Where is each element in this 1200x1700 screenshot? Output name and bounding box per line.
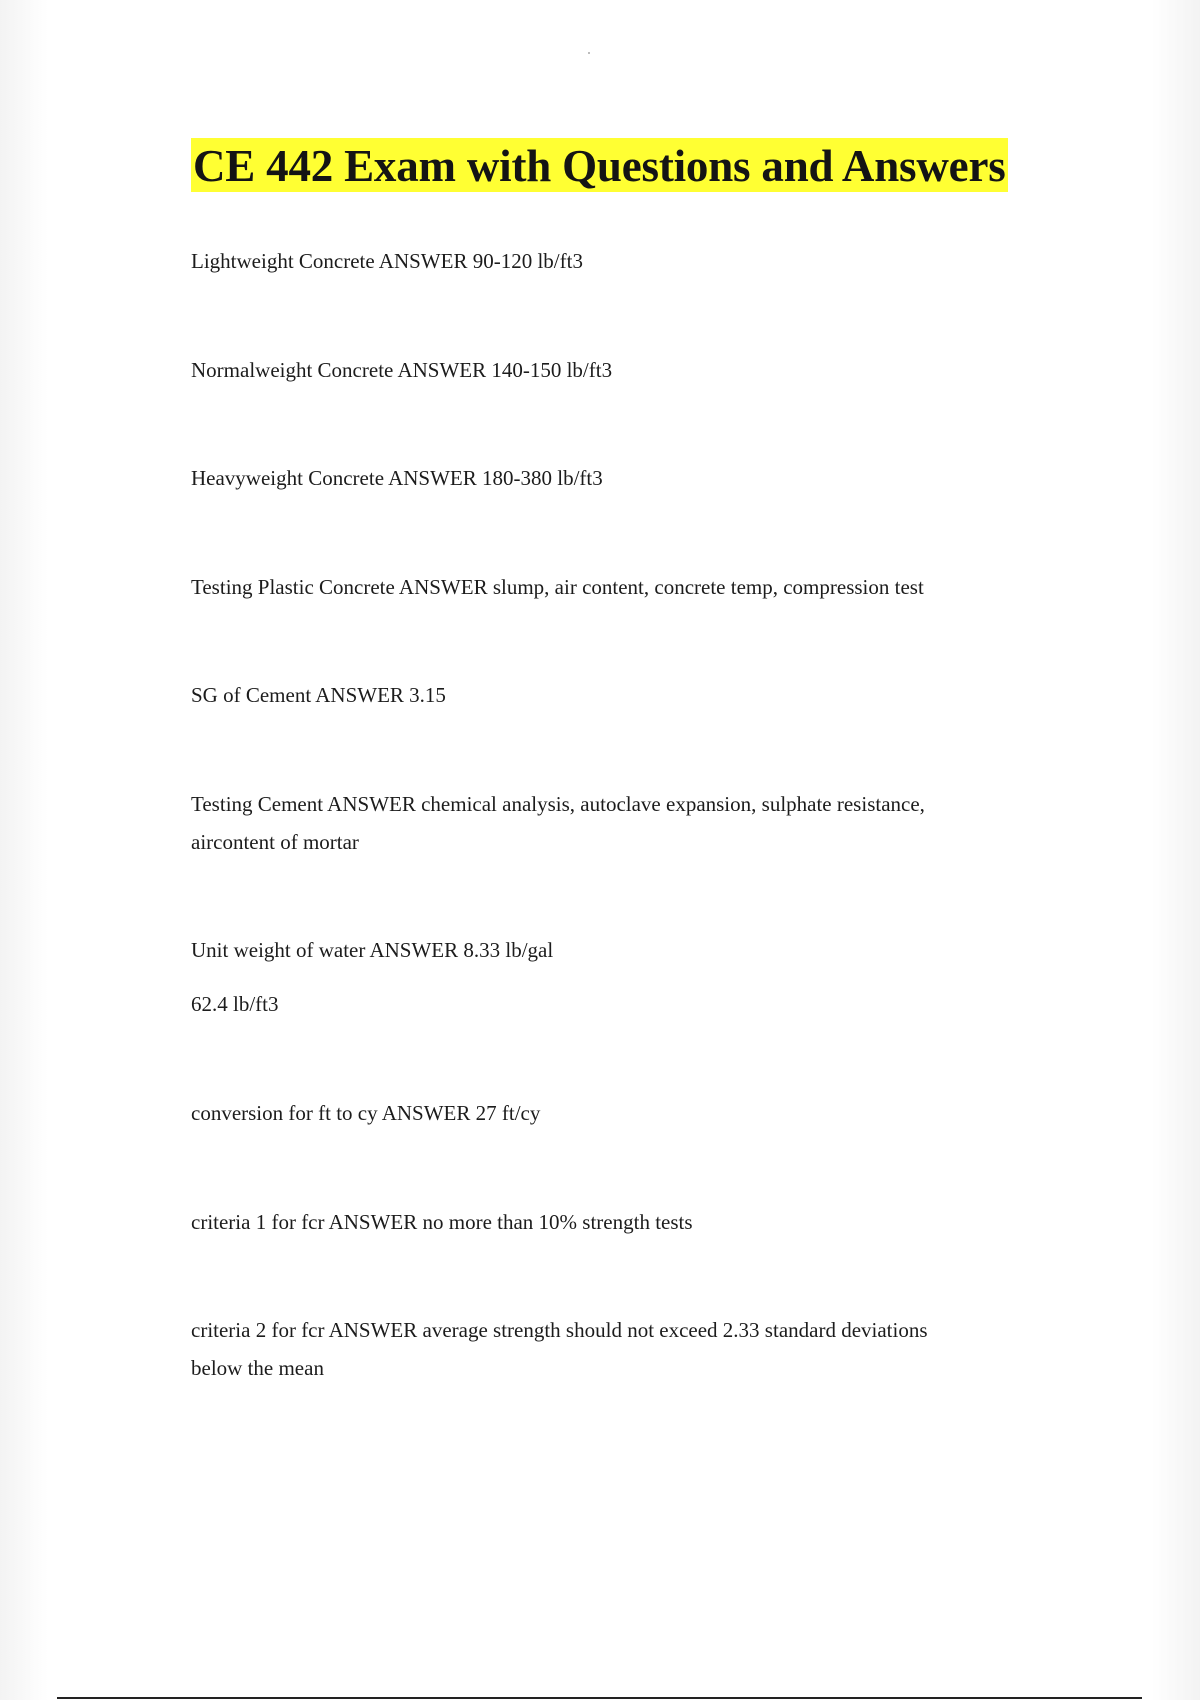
qa-item-criteria-2-fcr	[191, 1311, 1011, 1387]
qa-text: criteria 1 for fcr ANSWER no more than 10% strength tests	[191, 1210, 693, 1234]
qa-text: Heavyweight Concrete ANSWER 180-380 lb/ft3	[191, 466, 603, 490]
qa-text: Normalweight Concrete ANSWER 140-150 lb/ft3	[191, 358, 613, 382]
qa-text-continued: below the mean	[191, 1356, 324, 1380]
qa-item-testing-cement	[191, 785, 1011, 861]
qa-text-second-line: 62.4 lb/ft3	[191, 992, 279, 1016]
qa-text: criteria 2 for fcr ANSWER average strength should not exceed 2.33 standard deviations	[191, 1318, 928, 1342]
qa-text: Testing Plastic Concrete ANSWER slump, air content, concrete temp, compression test	[191, 575, 924, 599]
page-bottom-divider	[57, 1697, 1142, 1699]
page-edge-shadow-left	[0, 0, 48, 1700]
document-title: CE 442 Exam with Questions and Answers	[191, 138, 1008, 192]
page-edge-shadow-right	[1152, 0, 1200, 1700]
qa-text: conversion for ft to cy ANSWER 27 ft/cy	[191, 1101, 541, 1125]
qa-item-heavyweight-concrete	[191, 459, 1011, 497]
qa-item-conversion-ft-cy	[191, 1094, 1011, 1132]
qa-text-continued: aircontent of mortar	[191, 830, 359, 854]
qa-text: Testing Cement ANSWER chemical analysis, autoclave expansion, sulphate resistance,	[191, 792, 925, 816]
qa-item-criteria-1-fcr	[191, 1203, 1011, 1241]
qa-item-unit-weight-water	[191, 931, 1011, 1023]
qa-text: Unit weight of water ANSWER 8.33 lb/gal	[191, 938, 554, 962]
qa-item-testing-plastic-concrete	[191, 568, 1011, 606]
qa-item-sg-of-cement	[191, 676, 1011, 714]
qa-item-lightweight-concrete	[191, 242, 1011, 280]
scan-speck	[588, 52, 590, 54]
qa-text: SG of Cement ANSWER 3.15	[191, 683, 446, 707]
document-body	[191, 138, 1031, 1380]
qa-text: Lightweight Concrete ANSWER 90-120 lb/ft3	[191, 249, 583, 273]
qa-item-normalweight-concrete	[191, 351, 1011, 389]
